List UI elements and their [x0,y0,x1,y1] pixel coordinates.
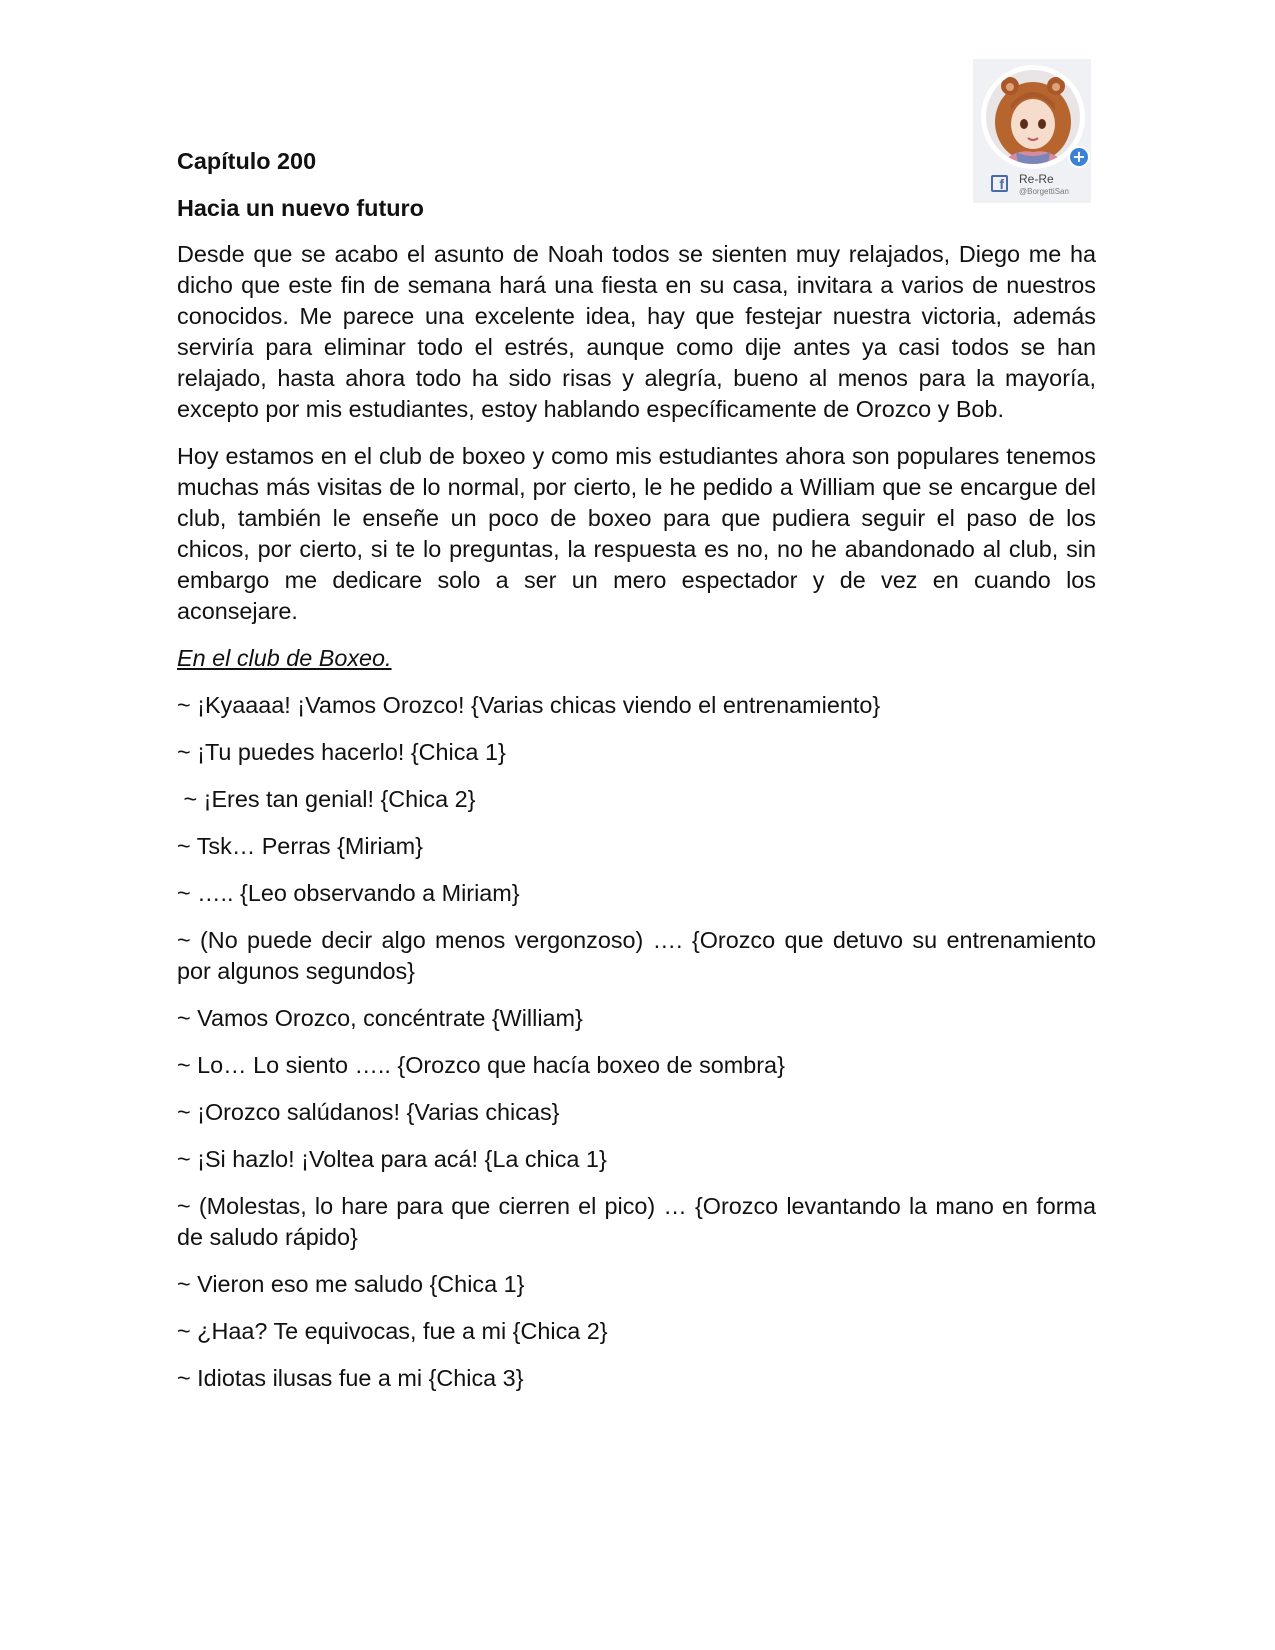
dialogue-line: ~ Vieron eso me saludo {Chica 1} [177,1271,525,1297]
chapter-title: Capítulo 200 [177,148,317,174]
dialogue-line: ~ Vamos Orozco, concéntrate {William} [177,1005,583,1031]
dialogue-line: ~ ¡Kyaaaa! ¡Vamos Orozco! {Varias chicas viendo el entrenamiento} [177,692,881,718]
paragraph: Hoy estamos en el club de boxeo y como mis estudiantes ahora son populares tenemos muchas más visitas de lo normal, por cierto, le he pedido a William que se encargue del club, también le enseñe un poco de boxeo para que pudiera seguir el paso de los chicos, por cierto, si te lo preguntas, la respuesta es no, no he abandonado al club, sin embargo me dedicare solo a ser un mero espectador y de vez en cuando los aconsejare. [177,443,1096,624]
scene-heading: En el club de Boxeo. [177,645,392,671]
dialogue-line: ~ ….. {Leo observando a Miriam} [177,880,520,906]
dialogue-line: ~ ¡Si hazlo! ¡Voltea para acá! {La chica 1} [177,1146,607,1172]
dialogue-line: ~ Idiotas ilusas fue a mi {Chica 3} [177,1365,524,1391]
dialogue-line: ~ ¿Haa? Te equivocas, fue a mi {Chica 2} [177,1318,608,1344]
author-name[interactable]: Re-Re [1019,172,1054,186]
facebook-icon[interactable]: f [991,175,1008,192]
dialogue-line: ~ ¡Orozco salúdanos! {Varias chicas} [177,1099,560,1125]
dialogue-line: ~ (Molestas, lo hare para que cierren el pico) … {Orozco levantando la mano en forma de saludo rápido} [177,1193,1096,1250]
dialogue-line: ~ (No puede decir algo menos vergonzoso) …. {Orozco que detuvo su entrenamiento por algunos segundos} [177,927,1096,984]
document-body [177,146,1096,1410]
dialogue-line: ~ ¡Tu puedes hacerlo! {Chica 1} [177,739,506,765]
paragraph: Desde que se acabo el asunto de Noah todos se sienten muy relajados, Diego me ha dicho que este fin de semana hará una fiesta en su casa, invitara a varios de nuestros conocidos. Me parece una excelente idea, hay que festejar nuestra victoria, además serviría para eliminar todo el estrés, aunque como dije antes ya casi todos se han relajado, hasta ahora todo ha sido risas y alegría, bueno al menos para la mayoría, excepto por mis estudiantes, estoy hablando específicamente de Orozco y Bob. [177,241,1096,422]
plus-icon[interactable]: + [1068,146,1090,168]
dialogue-line: ~ Lo… Lo siento ….. {Orozco que hacía boxeo de sombra} [177,1052,785,1078]
dialogue-line: ~ Tsk… Perras {Miriam} [177,833,423,859]
dialogue-line: ~ ¡Eres tan genial! {Chica 2} [177,786,476,812]
chapter-subtitle: Hacia un nuevo futuro [177,195,424,221]
author-handle[interactable]: @BorgettiSan [1019,187,1069,196]
